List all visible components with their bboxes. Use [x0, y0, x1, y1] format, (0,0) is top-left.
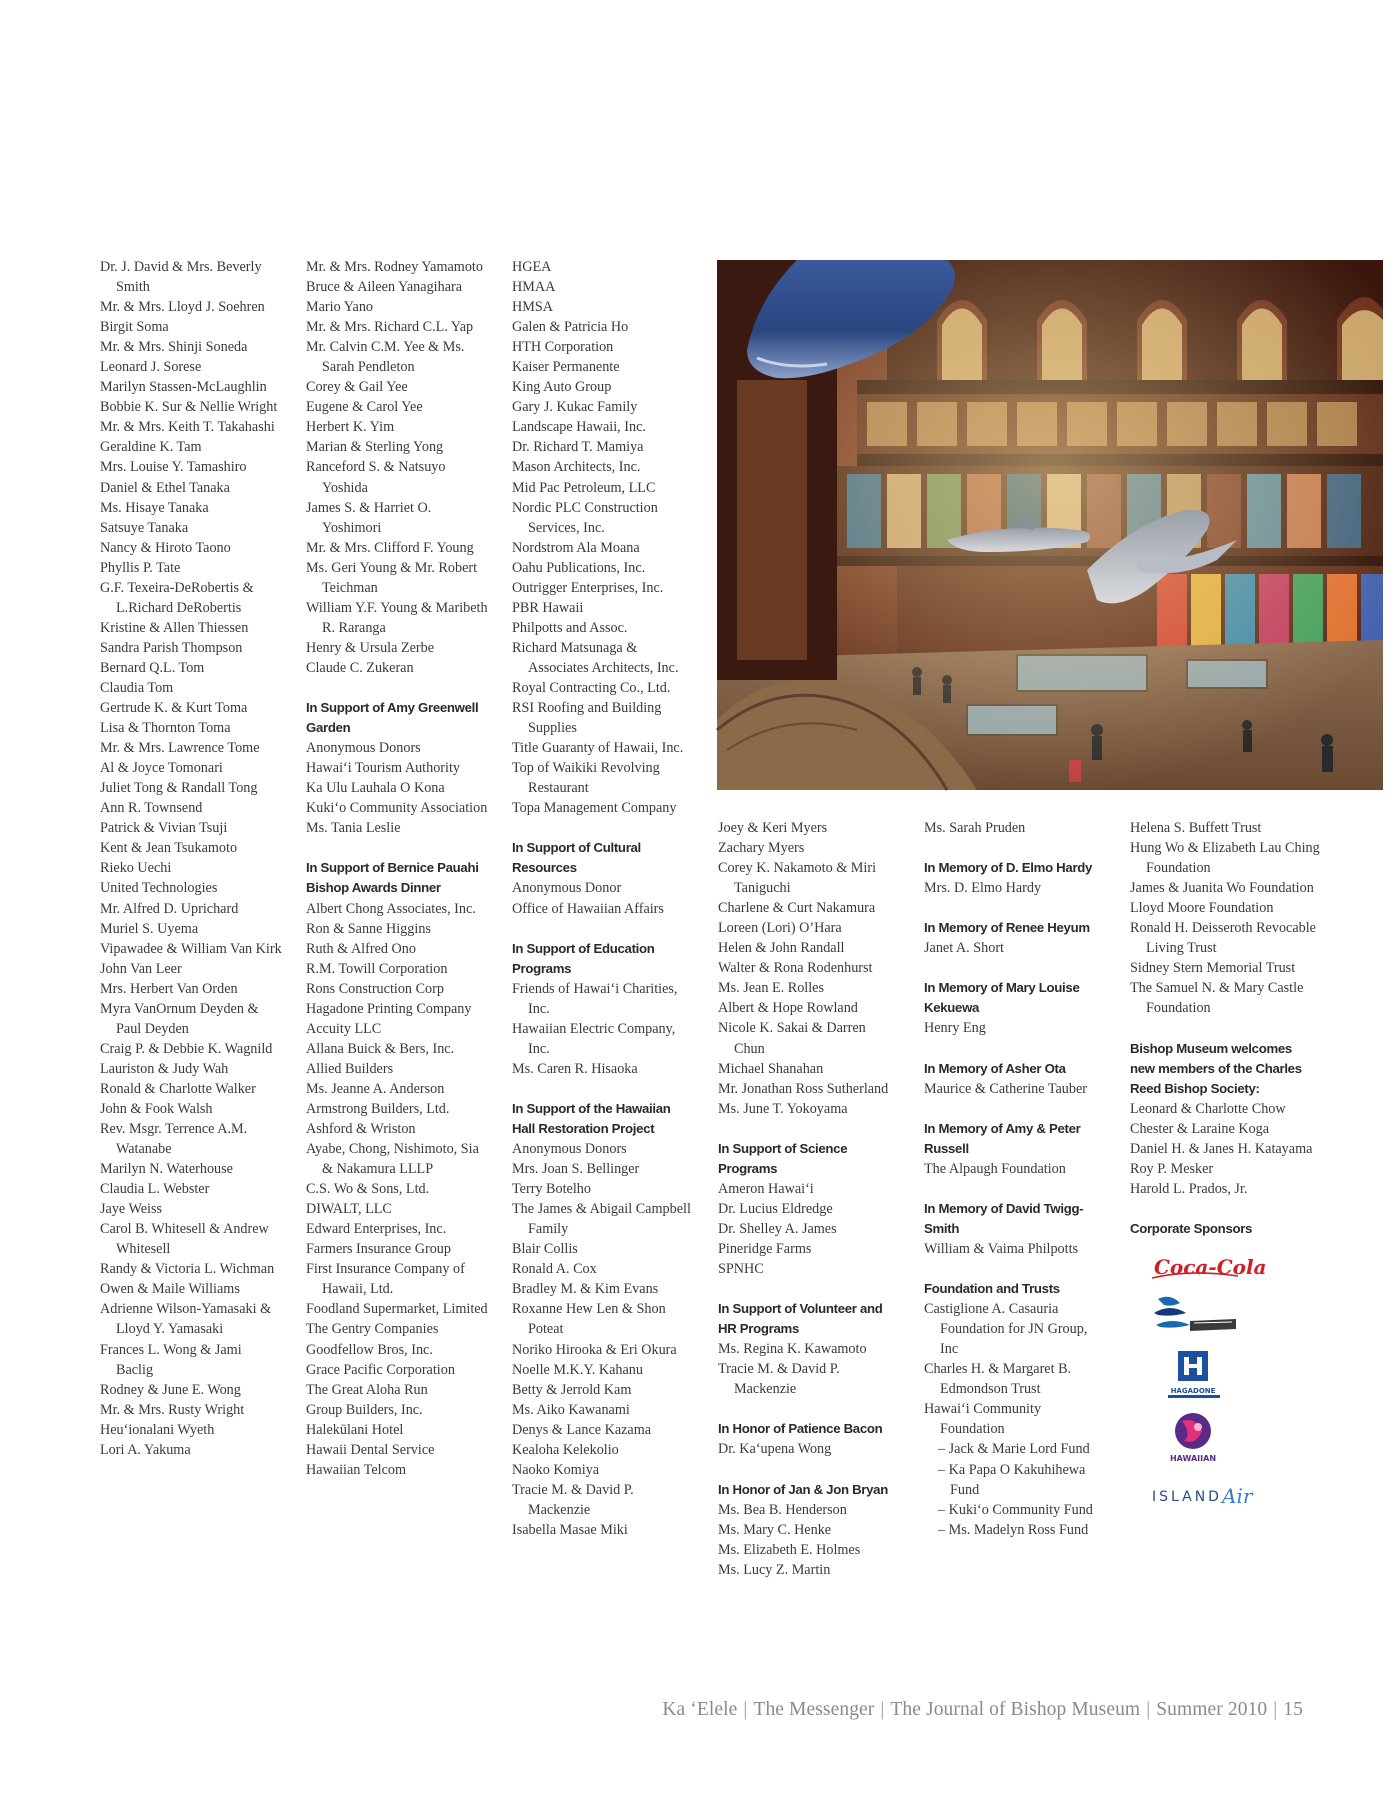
section-heading: In Memory of Renee Heyum: [924, 920, 1090, 936]
donor-list: [718, 818, 900, 1119]
donor-entry: Loreen (Lori) O’Hara: [718, 920, 842, 937]
section-heading: In Memory of David Twigg-Smith: [924, 1200, 1084, 1236]
section-heading: In Support of Education Programs: [512, 940, 655, 976]
donor-entry: Title Guaranty of Hawaii, Inc.: [512, 740, 684, 757]
donor-entry: Rev. Msgr. Terrence A.M. Watanabe: [100, 1121, 248, 1158]
donor-entry: Farmers Insurance Group: [306, 1241, 451, 1258]
page-footer: [662, 1699, 1303, 1721]
donor-entry: Friends of Hawai‘i Charities, Inc.: [512, 980, 678, 1017]
svg-text:ISLAND: ISLAND: [1152, 1488, 1222, 1505]
donor-list: [512, 1139, 694, 1540]
footer-journal: The Journal of Bishop Museum: [890, 1699, 1141, 1720]
donor-entry: Bradley M. & Kim Evans: [512, 1281, 659, 1298]
donor-entry: Noelle M.K.Y. Kahanu: [512, 1361, 643, 1378]
donor-entry: Sandra Parish Thompson: [100, 639, 243, 656]
fund-item: – Ms. Madelyn Ross Fund: [938, 1521, 1089, 1538]
donor-entry: Hawai‘i Community Foundation: [924, 1401, 1042, 1438]
section-heading: In Memory of Mary Louise Kekuewa: [924, 980, 1080, 1016]
donor-entry: Vipawadee & William Van Kirk: [100, 940, 282, 957]
footer-separator: |: [1273, 1699, 1278, 1720]
donor-entry: Blair Collis: [512, 1241, 578, 1258]
donor-entry: Nicole K. Sakai & Darren Chun: [718, 1020, 866, 1057]
section-heading: In Support of Bernice Pauahi Bishop Awards Dinner: [306, 860, 479, 896]
svg-text:HAWAIIAN: HAWAIIAN: [1169, 1453, 1217, 1463]
donor-entry: Chester & Laraine Koga: [1130, 1120, 1270, 1137]
donor-list: [924, 818, 1106, 838]
donor-entry: Mr. & Mrs. Shinji Soneda: [100, 339, 248, 356]
donor-entry: Zachary Myers: [718, 840, 805, 857]
donor-entry: Ka Ulu Lauhala O Kona: [306, 780, 445, 797]
donor-entry: Ronald & Charlotte Walker: [100, 1080, 256, 1097]
donor-entry: Tracie M. & David P. Mackenzie: [718, 1361, 840, 1398]
donor-entry: Mrs. Herbert Van Orden: [100, 980, 238, 997]
donor-entry: Leonard J. Sorese: [100, 359, 202, 376]
donor-entry: Corey K. Nakamoto & Miri Taniguchi: [718, 860, 877, 897]
donor-entry: RSI Roofing and Building Supplies: [512, 700, 662, 737]
donor-entry: John Van Leer: [100, 960, 182, 977]
donor-list: [306, 738, 488, 838]
donor-entry: Lori A. Yakuma: [100, 1441, 191, 1458]
donor-entry: Dr. Lucius Eldredge: [718, 1200, 833, 1217]
museum-hall-illustration: [717, 260, 1383, 790]
donor-entry: Mr. & Mrs. Rodney Yamamoto: [306, 259, 483, 275]
donor-column-3: [512, 257, 694, 1540]
donor-entry: Dr. Ka‘upena Wong: [718, 1441, 832, 1458]
donor-entry: Gary J. Kukac Family: [512, 399, 638, 416]
footer-publication: Ka ‘Elele: [662, 1699, 738, 1720]
fund-item: – Ka Papa O Kakuhihewa Fund: [938, 1461, 1086, 1498]
donor-entry: Richard Matsunaga & Associates Architects, Inc.: [512, 639, 679, 676]
footer-subtitle: The Messenger: [753, 1699, 875, 1720]
donor-list: [306, 899, 488, 1480]
donor-entry: Geraldine K. Tam: [100, 439, 202, 456]
donor-entry: Anonymous Donor: [512, 880, 622, 897]
donor-entry: Ms. Sarah Pruden: [924, 820, 1026, 836]
donor-list: [512, 878, 694, 918]
section-heading: In Support of Science Programs: [718, 1140, 848, 1176]
donor-entry: Landscape Hawaii, Inc.: [512, 419, 646, 436]
donor-entry: Henry Eng: [924, 1020, 986, 1037]
donor-entry: Mr. & Mrs. Clifford F. Young: [306, 539, 474, 556]
donor-entry: Janet A. Short: [924, 940, 1004, 957]
donor-entry: The Gentry Companies: [306, 1321, 439, 1338]
donor-entry: Ameron Hawai‘i: [718, 1180, 814, 1197]
donor-entry: Kuki‘o Community Association: [306, 800, 488, 817]
donor-entry: Hawaii Dental Service: [306, 1441, 435, 1458]
donor-entry: Mr. & Mrs. Lawrence Tome: [100, 740, 260, 757]
svg-text:Coca-Cola: Coca-Cola: [1154, 1254, 1267, 1279]
donor-entry: Galen & Patricia Ho: [512, 319, 629, 336]
donor-entry: Nancy & Hiroto Taono: [100, 539, 231, 556]
section-heading: In Memory of Amy & Peter Russell: [924, 1120, 1081, 1156]
donor-entry: Herbert K. Yim: [306, 419, 395, 436]
donor-entry: Helen & John Randall: [718, 940, 845, 957]
donor-entry: Heu‘ionalani Wyeth: [100, 1421, 215, 1438]
donor-list: [924, 938, 1106, 958]
donor-entry: Leonard & Charlotte Chow: [1130, 1100, 1286, 1117]
donor-list: [100, 257, 282, 1460]
donor-entry: Mr. & Mrs. Richard C.L. Yap: [306, 319, 474, 336]
donor-entry: Craig P. & Debbie K. Wagnild: [100, 1040, 273, 1057]
donor-entry: Dr. J. David & Mrs. Beverly Smith: [100, 259, 262, 296]
donor-entry: Hawaiian Electric Company, Inc.: [512, 1020, 676, 1057]
donor-entry: Hawai‘i Tourism Authority: [306, 760, 461, 777]
fund-item: – Kuki‘o Community Fund: [938, 1501, 1093, 1518]
donor-entry: Helena S. Buffett Trust: [1130, 820, 1262, 836]
donor-entry: Mid Pac Petroleum, LLC: [512, 479, 656, 496]
donor-list: [512, 257, 694, 818]
donor-entry: Ms. Aiko Kawanami: [512, 1401, 630, 1418]
donor-entry: Ms. June T. Yokoyama: [718, 1100, 848, 1117]
section-heading: In Support of Volunteer and HR Programs: [718, 1301, 883, 1337]
donor-entry: Phyllis P. Tate: [100, 559, 181, 576]
donor-entry: Outrigger Enterprises, Inc.: [512, 579, 664, 596]
donor-entry: Gertrude K. & Kurt Toma: [100, 700, 248, 717]
donor-entry: Ms. Geri Young & Mr. Robert Teichman: [306, 559, 478, 596]
donor-entry: Rieko Uechi: [100, 860, 172, 877]
donor-entry: Group Builders, Inc.: [306, 1401, 423, 1418]
donor-entry: Mrs. Joan S. Bellinger: [512, 1161, 640, 1178]
donor-entry: Kealoha Kelekolio: [512, 1441, 619, 1458]
donor-entry: Allied Builders: [306, 1060, 394, 1077]
donor-entry: Topa Management Company: [512, 800, 677, 817]
donor-entry: Lauriston & Judy Wah: [100, 1060, 229, 1077]
coca-cola-logo: [1150, 1249, 1267, 1283]
donor-entry: Castiglione A. Casauria Foundation for JN Group, Inc: [924, 1301, 1088, 1358]
donor-entry: Goodfellow Bros, Inc.: [306, 1341, 433, 1358]
donor-entry: Mason Architects, Inc.: [512, 459, 641, 476]
donor-entry: Oahu Publications, Inc.: [512, 559, 646, 576]
donor-entry: Ruth & Alfred Ono: [306, 940, 416, 957]
donor-entry: Walter & Rona Rodenhurst: [718, 960, 873, 977]
donor-entry: Lisa & Thornton Toma: [100, 720, 231, 737]
section-heading: In Support of the Hawaiian Hall Restoration Project: [512, 1100, 671, 1137]
donor-entry: Satsuye Tanaka: [100, 519, 189, 536]
donor-entry: Foodland Supermarket, Limited: [306, 1301, 488, 1318]
donor-entry: Bobbie K. Sur & Nellie Wright: [100, 399, 278, 416]
wave-sponsor-logo: [1150, 1293, 1240, 1339]
donor-entry: Kristine & Allen Thiessen: [100, 619, 249, 636]
donor-entry: Ann R. Townsend: [100, 800, 203, 817]
donor-entry: Birgit Soma: [100, 319, 169, 336]
donor-list: [718, 1179, 900, 1279]
donor-column-2: [306, 257, 488, 1480]
donor-entry: Ms. Jean E. Rolles: [718, 980, 825, 997]
donor-entry: First Insurance Company of Hawaii, Ltd.: [306, 1261, 465, 1298]
donor-entry: Anonymous Donors: [306, 740, 421, 757]
donor-entry: Ms. Hisaye Tanaka: [100, 499, 209, 516]
hawaiian-airlines-logo: [1150, 1411, 1240, 1467]
section-heading: In Honor of Jan & Jon Bryan: [718, 1481, 888, 1497]
donor-entry: Terry Botelho: [512, 1181, 591, 1198]
donor-entry: Ms. Bea B. Henderson: [718, 1501, 847, 1518]
donor-entry: Royal Contracting Co., Ltd.: [512, 679, 671, 696]
donor-entry: Lloyd Moore Foundation: [1130, 900, 1274, 917]
donor-entry: Ms. Jeanne A. Anderson: [306, 1080, 445, 1097]
donor-entry: Denys & Lance Kazama: [512, 1421, 652, 1438]
donor-entry: PBR Hawaii: [512, 599, 584, 616]
donor-entry: Philpotts and Assoc.: [512, 619, 628, 636]
donor-entry: Sidney Stern Memorial Trust: [1130, 960, 1296, 977]
donor-entry: John & Fook Walsh: [100, 1100, 213, 1117]
donor-entry: Top of Waikiki Revolving Restaurant: [512, 760, 660, 797]
donor-entry: Michael Shanahan: [718, 1060, 824, 1077]
donor-entry: United Technologies: [100, 880, 218, 897]
donor-list: [924, 1079, 1106, 1099]
donor-entry: Jaye Weiss: [100, 1201, 163, 1218]
donor-entry: The Alpaugh Foundation: [924, 1160, 1066, 1177]
footer-separator: |: [743, 1699, 748, 1720]
donor-entry: Halekūlani Hotel: [306, 1421, 404, 1438]
donor-entry: Claudia Tom: [100, 679, 174, 696]
donor-entry: Office of Hawaiian Affairs: [512, 900, 664, 917]
donor-entry: Tracie M. & David P. Mackenzie: [512, 1481, 634, 1518]
donor-entry: C.S. Wo & Sons, Ltd.: [306, 1181, 430, 1198]
donor-list: [512, 979, 694, 1079]
donor-entry: Hung Wo & Elizabeth Lau Ching Foundation: [1130, 840, 1320, 877]
donor-entry: Maurice & Catherine Tauber: [924, 1080, 1088, 1097]
donor-entry: Joey & Keri Myers: [718, 820, 828, 836]
donor-entry: Myra VanOrnum Deyden & Paul Deyden: [100, 1000, 259, 1037]
section-heading: In Honor of Patience Bacon: [718, 1421, 883, 1437]
donor-column-1: [100, 257, 282, 1460]
donor-entry: Rodney & June E. Wong: [100, 1381, 241, 1398]
donor-entry: The Samuel N. & Mary Castle Foundation: [1130, 980, 1304, 1017]
donor-entry: Hagadone Printing Company: [306, 1000, 472, 1017]
donor-entry: Edward Enterprises, Inc.: [306, 1221, 447, 1238]
donor-entry: Harold L. Prados, Jr.: [1130, 1180, 1248, 1197]
donor-entry: Hawaiian Telcom: [306, 1461, 406, 1478]
svg-text:HAGADONE: HAGADONE: [1170, 1386, 1216, 1395]
page-number: 15: [1283, 1699, 1303, 1720]
section-heading: Corporate Sponsors: [1130, 1220, 1253, 1236]
donor-entry: Bruce & Aileen Yanagihara: [306, 279, 463, 296]
donor-entry: Ron & Sanne Higgins: [306, 920, 431, 937]
donor-entry: Naoko Komiya: [512, 1461, 600, 1478]
donor-entry: Marilyn Stassen-McLaughlin: [100, 379, 267, 396]
island-air-logo: [1150, 1477, 1260, 1511]
donor-entry: Mr. & Mrs. Keith T. Takahashi: [100, 419, 275, 436]
donor-column-5: [924, 818, 1106, 1540]
donor-entry: Daniel & Ethel Tanaka: [100, 479, 230, 496]
donor-entry: William & Vaima Philpotts: [924, 1240, 1079, 1257]
museum-hall-photo: [717, 260, 1383, 790]
donor-entry: Mr. Alfred D. Uprichard: [100, 900, 239, 917]
donor-entry: Mr. & Mrs. Lloyd J. Soehren: [100, 299, 265, 316]
donor-entry: Kent & Jean Tsukamoto: [100, 840, 238, 857]
donor-entry: James S. & Harriet O. Yoshimori: [306, 499, 432, 536]
donor-entry: Pineridge Farms: [718, 1240, 812, 1257]
donor-entry: Nordstrom Ala Moana: [512, 539, 640, 556]
donor-column-6: [1130, 818, 1320, 1521]
donor-entry: Dr. Richard T. Mamiya: [512, 439, 644, 456]
donor-entry: Betty & Jerrold Kam: [512, 1381, 632, 1398]
footer-issue: Summer 2010: [1156, 1699, 1268, 1720]
donor-entry: Marilyn N. Waterhouse: [100, 1161, 233, 1178]
donor-entry: Mr. Calvin C.M. Yee & Ms. Sarah Pendleton: [306, 339, 465, 376]
donor-list: [306, 257, 488, 678]
donor-entry: Muriel S. Uyema: [100, 920, 199, 937]
donor-entry: Mr. Jonathan Ross Sutherland: [718, 1080, 889, 1097]
donor-entry: Allana Buick & Bers, Inc.: [306, 1040, 455, 1057]
donor-entry: Roxanne Hew Len & Shon Poteat: [512, 1301, 666, 1338]
donor-entry: Ms. Caren R. Hisaoka: [512, 1060, 638, 1077]
donor-entry: Frances L. Wong & Jami Baclig: [100, 1341, 242, 1378]
section-heading: In Support of Amy Greenwell Garden: [306, 700, 479, 736]
donor-entry: Dr. Shelley A. James: [718, 1220, 837, 1237]
section-heading: In Memory of D. Elmo Hardy: [924, 860, 1093, 876]
donor-entry: HMAA: [512, 279, 556, 296]
donor-list: [924, 1239, 1106, 1259]
hagadone-logo: [1150, 1349, 1240, 1401]
donor-entry: Mrs. Louise Y. Tamashiro: [100, 459, 247, 476]
donor-entry: Mr. & Mrs. Rusty Wright: [100, 1401, 245, 1418]
section-heading: Bishop Museum welcomes new members of the Charles Reed Bishop Society:: [1130, 1040, 1302, 1096]
donor-entry: Henry & Ursula Zerbe: [306, 639, 435, 656]
donor-entry: The Great Aloha Run: [306, 1381, 428, 1398]
donor-list: [924, 878, 1106, 898]
donor-entry: Ms. Elizabeth E. Holmes: [718, 1541, 861, 1558]
donor-column-4: [718, 818, 900, 1580]
donor-entry: DIWALT, LLC: [306, 1201, 392, 1218]
donor-list: [718, 1339, 900, 1399]
donor-entry: Albert & Hope Rowland: [718, 1000, 858, 1017]
donor-entry: Owen & Maile Williams: [100, 1281, 240, 1298]
donor-entry: Patrick & Vivian Tsuji: [100, 820, 228, 837]
donor-list: [718, 1500, 900, 1580]
donor-entry: Ranceford S. & Natsuyo Yoshida: [306, 459, 446, 496]
donor-entry: HTH Corporation: [512, 339, 614, 356]
donor-entry: Ms. Mary C. Henke: [718, 1521, 832, 1538]
donor-entry: Accuity LLC: [306, 1020, 382, 1037]
donor-entry: HMSA: [512, 299, 553, 316]
sponsor-logos: [1130, 1249, 1320, 1511]
donor-entry: Charlene & Curt Nakamura: [718, 900, 876, 917]
donor-list: [718, 1439, 900, 1459]
donor-entry: Mario Yano: [306, 299, 374, 316]
section-heading: In Memory of Asher Ota: [924, 1060, 1066, 1076]
donor-entry: Albert Chong Associates, Inc.: [306, 900, 476, 917]
donor-entry: Rons Construction Corp: [306, 980, 444, 997]
donor-entry: Charles H. & Margaret B. Edmondson Trust: [924, 1361, 1072, 1398]
donor-entry: Ashford & Wriston: [306, 1121, 416, 1138]
donor-entry: Adrienne Wilson-Yamasaki & Lloyd Y. Yamasaki: [100, 1301, 272, 1338]
donor-entry: Daniel H. & Janes H. Katayama: [1130, 1140, 1313, 1157]
donor-entry: R.M. Towill Corporation: [306, 960, 448, 977]
donor-entry: Nordic PLC Construction Services, Inc.: [512, 499, 658, 536]
donor-entry: G.F. Texeira-DeRobertis & L.Richard DeRobertis: [100, 579, 254, 616]
footer-separator: |: [1146, 1699, 1151, 1720]
donor-entry: James & Juanita Wo Foundation: [1130, 880, 1314, 897]
donor-entry: Eugene & Carol Yee: [306, 399, 423, 416]
section-heading: Foundation and Trusts: [924, 1281, 1060, 1297]
donor-entry: Ms. Regina K. Kawamoto: [718, 1341, 867, 1358]
donor-list: [1130, 1099, 1320, 1199]
donor-entry: Claudia L. Webster: [100, 1181, 210, 1198]
donor-entry: Ayabe, Chong, Nishimoto, Sia & Nakamura LLLP: [306, 1141, 479, 1178]
donor-entry: Al & Joyce Tomonari: [100, 760, 223, 777]
fund-sublist: [924, 1439, 1106, 1539]
donor-entry: Ms. Tania Leslie: [306, 820, 401, 837]
donor-entry: Carol B. Whitesell & Andrew Whitesell: [100, 1221, 269, 1258]
donor-entry: Claude C. Zukeran: [306, 659, 414, 676]
donor-entry: Randy & Victoria L. Wichman: [100, 1261, 275, 1278]
section-heading: In Support of Cultural Resources: [512, 840, 641, 876]
donor-entry: Ms. Lucy Z. Martin: [718, 1561, 831, 1578]
donor-entry: SPNHC: [718, 1261, 764, 1278]
donor-entry: The James & Abigail Campbell Family: [512, 1201, 691, 1238]
donor-entry: Ronald H. Deisseroth Revocable Living Trust: [1130, 920, 1316, 957]
donor-entry: Roy P. Mesker: [1130, 1160, 1214, 1177]
donor-entry: William Y.F. Young & Maribeth R. Raranga: [306, 599, 488, 636]
donor-list: [924, 1018, 1106, 1038]
donor-entry: Mrs. D. Elmo Hardy: [924, 880, 1042, 897]
donor-list: [924, 1159, 1106, 1179]
donor-entry: Isabella Masae Miki: [512, 1521, 628, 1538]
donor-entry: King Auto Group: [512, 379, 612, 396]
donor-entry: Armstrong Builders, Ltd.: [306, 1100, 450, 1117]
donor-entry: Grace Pacific Corporation: [306, 1361, 455, 1378]
fund-item: – Jack & Marie Lord Fund: [938, 1441, 1090, 1458]
donor-entry: Noriko Hirooka & Eri Okura: [512, 1341, 677, 1358]
svg-text:Air: Air: [1222, 1483, 1253, 1508]
donor-entry: Marian & Sterling Yong: [306, 439, 444, 456]
donor-entry: Juliet Tong & Randall Tong: [100, 780, 258, 797]
donor-entry: Kaiser Permanente: [512, 359, 620, 376]
donor-entry: Bernard Q.L. Tom: [100, 659, 205, 676]
donor-entry: Ronald A. Cox: [512, 1261, 597, 1278]
donor-entry: Corey & Gail Yee: [306, 379, 408, 396]
footer-separator: |: [880, 1699, 885, 1720]
donor-list: [924, 1299, 1106, 1439]
donor-entry: HGEA: [512, 259, 552, 275]
donor-list: [1130, 818, 1320, 1018]
donor-entry: Anonymous Donors: [512, 1141, 627, 1158]
